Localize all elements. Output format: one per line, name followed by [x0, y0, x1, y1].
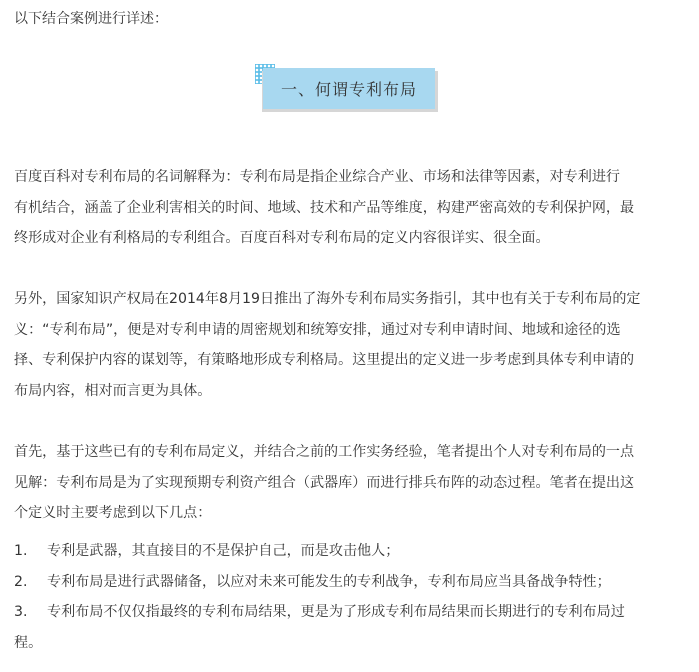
list-number: 3.	[14, 604, 28, 620]
list-item	[14, 567, 682, 598]
paragraph-baidu-definition	[14, 162, 682, 254]
list-item	[14, 597, 682, 658]
paragraph-line: 另外，国家知识产权局在2014年8月19日推出了海外专利布局实务指引，其中也有关于专利布局的定	[14, 291, 641, 307]
paragraph-sipo-definition	[14, 284, 682, 406]
paragraph-line: 义：“专利布局”，便是对专利申请的周密规划和统筹安排，通过对专利申请时间、地域和途径的选	[14, 321, 621, 338]
paragraph-author-view	[14, 437, 682, 529]
section-heading	[255, 64, 442, 116]
list-item-text: 专利布局不仅仅指最终的专利布局结果，更是为了形成专利布局结果而长期进行的专利布局过	[47, 604, 625, 620]
list-number: 1.	[14, 543, 28, 559]
list-item-text: 专利布局是进行武器储备，以应对未来可能发生的专利战争，专利布局应当具备战争特性；	[47, 573, 611, 590]
section-heading-title: 一、何谓专利布局	[263, 68, 435, 109]
paragraph-line: 有机结合，涵盖了企业利害相关的时间、地域、技术和产品等维度，构建严密高效的专利保护网，最	[14, 199, 635, 216]
list-item-text: 专利是武器，其直接目的不是保护自己，而是攻击他人；	[47, 543, 400, 559]
list-item-continuation: 程。	[14, 634, 43, 651]
paragraph-line: 百度百科对专利布局的名词解释为：专利布局是指企业综合产业、市场和法律等因素，对专利进行	[14, 169, 621, 185]
list-number: 2.	[14, 573, 28, 590]
paragraph-line: 终形成对企业有利格局的专利组合。百度百科对专利布局的定义内容很详实、很全面。	[14, 230, 550, 246]
paragraph-line: 择、专利保护内容的谋划等，有策略地形成专利格局。这里提出的定义进一步考虑到具体专利申请的	[14, 352, 635, 368]
numbered-list	[14, 536, 682, 658]
paragraph-line: 见解：专利布局是为了实现预期专利资产组合（武器库）而进行排兵布阵的动态过程。笔者在提出这	[14, 474, 635, 491]
list-item	[14, 536, 682, 567]
paragraph-line: 个定义时主要考虑到以下几点：	[14, 505, 212, 521]
paragraph-line: 首先，基于这些已有的专利布局定义，并结合之前的工作实务经验，笔者提出个人对专利布局的一点	[14, 444, 635, 460]
paragraph-line: 布局内容，相对而言更为具体。	[14, 382, 212, 399]
intro-text: 以下结合案例进行详述：	[14, 11, 168, 27]
